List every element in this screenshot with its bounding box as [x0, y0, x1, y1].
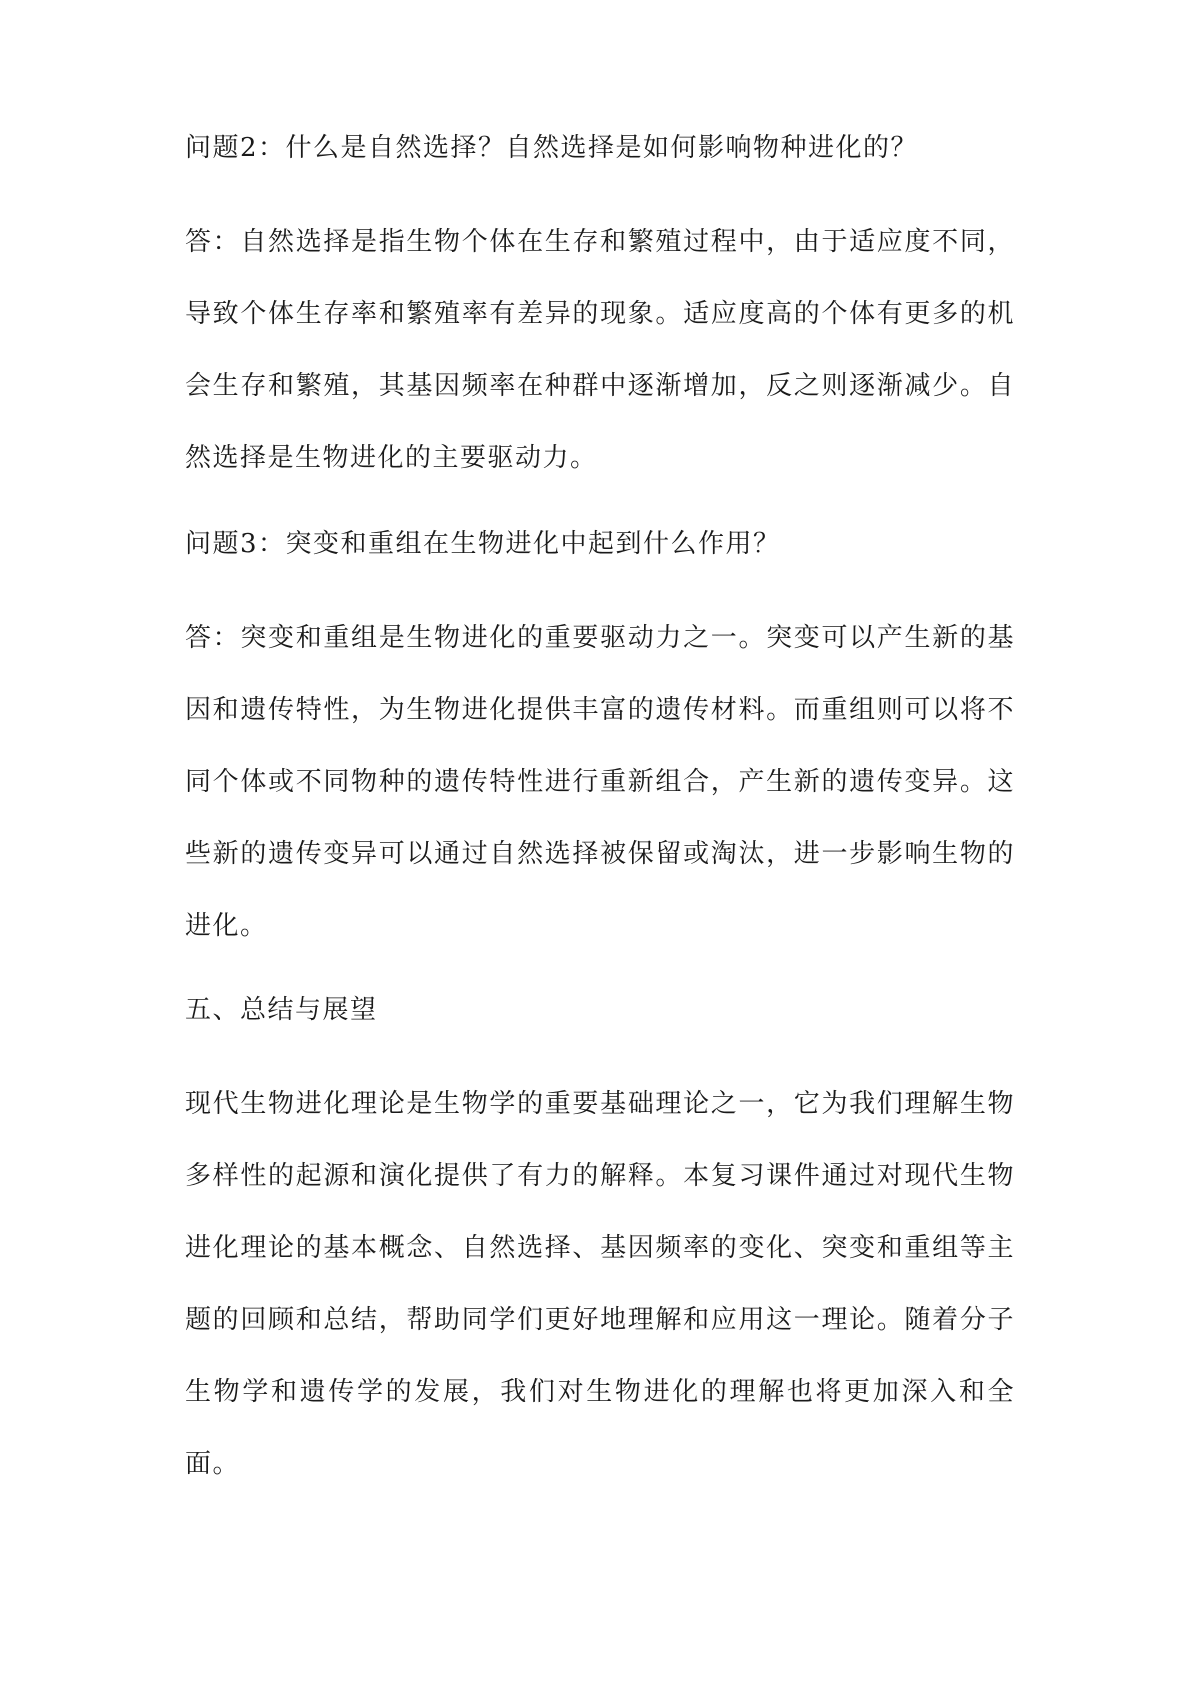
question-3-title: 问题3：突变和重组在生物进化中起到什么作用？: [185, 529, 781, 559]
question-2-title: 问题2：什么是自然选择？自然选择是如何影响物种进化的？: [185, 133, 919, 163]
section-5-text: 现代生物进化理论是生物学的重要基础理论之一，它为我们理解生物多样性的起源和演化提供了有力的解释。本复习课件通过对现代生物进化理论的基本概念、自然选择、基因频率的变化、突变和重组等主题的回顾和总结，帮助同学们更好地理解和应用这一理论。随着分子生物学和遗传学的发展，我们对生物进化的理解也将更加深入和全面。: [185, 1089, 1015, 1479]
question-2-answer: 答：自然选择是指生物个体在生存和繁殖过程中，由于适应度不同，导致个体生存率和繁殖率有差异的现象。适应度高的个体有更多的机会生存和繁殖，其基因频率在种群中逐渐增加，反之则逐渐减少。自然选择是生物进化的主要驱动力。: [185, 227, 1015, 473]
section-5-title: 五、总结与展望: [185, 995, 378, 1025]
question-3-answer: 答：突变和重组是生物进化的重要驱动力之一。突变可以产生新的基因和遗传特性，为生物进化提供丰富的遗传材料。而重组则可以将不同个体或不同物种的遗传特性进行重新组合，产生新的遗传变异。这些新的遗传变异可以通过自然选择被保留或淘汰，进一步影响生物的进化。: [185, 623, 1015, 941]
